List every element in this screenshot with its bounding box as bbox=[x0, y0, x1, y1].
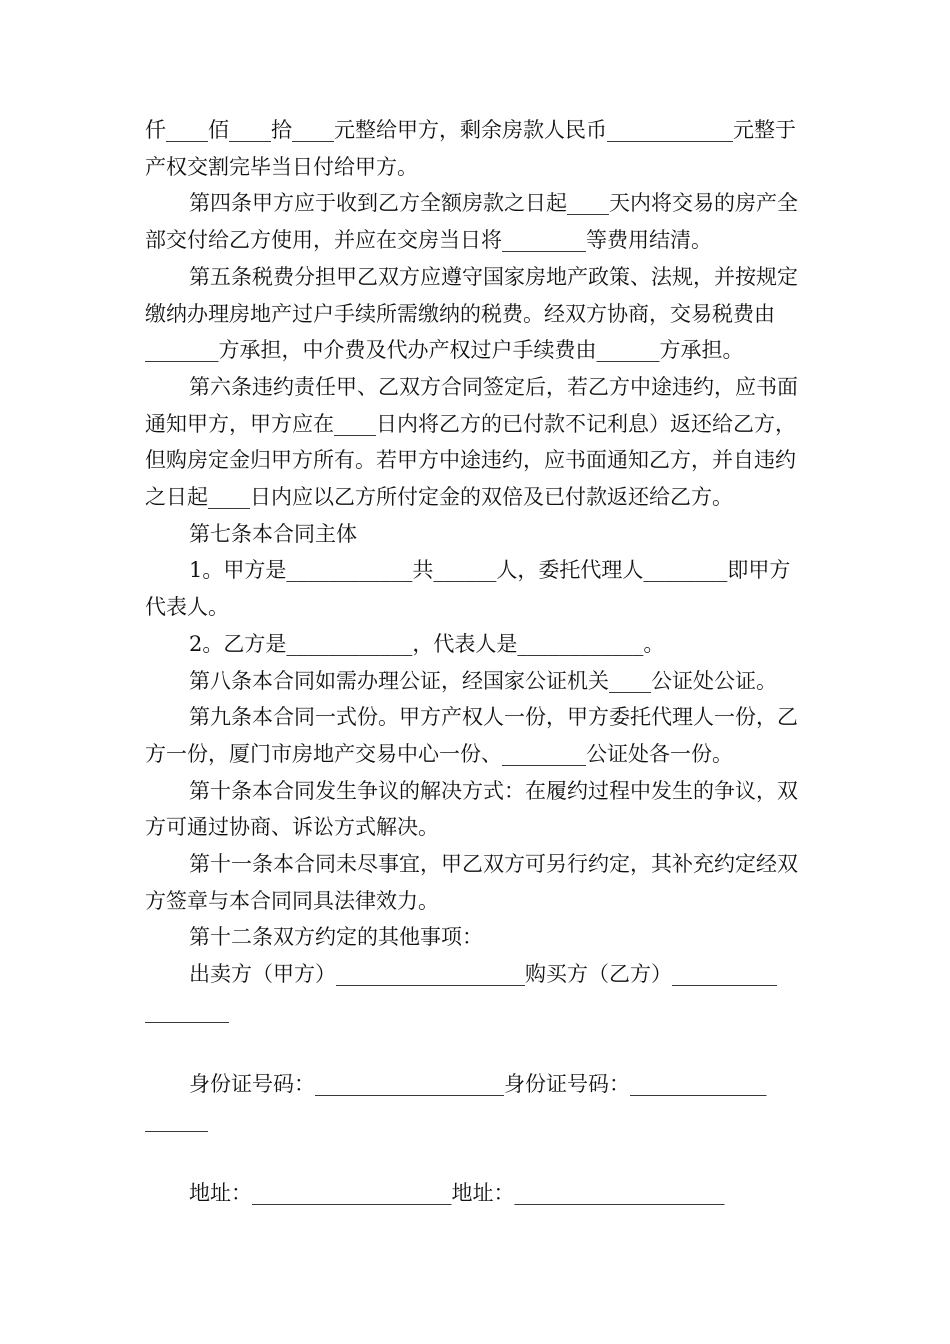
id-number-line: 身份证号码：__________________身份证号码：_____________ bbox=[189, 1071, 767, 1096]
seller-buyer-line-cont: ________ bbox=[145, 998, 229, 1023]
article-6: 第六条违约责任甲、乙双方合同签定后，若乙方中途违约，应书面通知甲方，甲方应在____日内将乙方的已付款不记利息）返还给乙方，但购房定金归甲方所有。若甲方中途违约，应书面通知乙方，并自违约之日起____日内应以乙方所付定金的双倍及已付款返还给乙方。 bbox=[145, 374, 798, 510]
article-12: 第十二条双方约定的其他事项： bbox=[189, 925, 483, 950]
signature-id-numbers bbox=[145, 1066, 810, 1139]
contract-page bbox=[145, 112, 810, 1212]
article-7: 第七条本合同主体 bbox=[189, 521, 357, 546]
seller-buyer-line: 出卖方（甲方）__________________购买方（乙方）__________ bbox=[189, 962, 777, 987]
signature-seller-buyer bbox=[145, 956, 810, 1029]
payment-clause-continued: 仟____佰____拾____元整给甲方，剩余房款人民币____________元整于产权交割完毕当日付给甲方。 bbox=[145, 118, 796, 179]
address-line: 地址：___________________地址：____________________ bbox=[189, 1180, 725, 1205]
article-9: 第九条本合同一式份。甲方产权人一份，甲方委托代理人一份，乙方一份，厦门市房地产交易中心一份、________公证处各一份。 bbox=[145, 705, 798, 766]
signature-address bbox=[145, 1175, 810, 1212]
article-4: 第四条甲方应于收到乙方全额房款之日起____天内将交易的房产全部交付给乙方使用，并应在交房当日将________等费用结清。 bbox=[145, 191, 798, 253]
article-11: 第十一条本合同未尽事宜，甲乙双方可另行约定，其补充约定经双方签章与本合同同具法律效力。 bbox=[145, 852, 798, 913]
article-7-party-a: 1。甲方是____________共______人，委托代理人________即甲方代表人。 bbox=[145, 558, 791, 620]
article-7-party-b: 2。乙方是____________，代表人是____________。 bbox=[189, 631, 665, 656]
article-8: 第八条本合同如需办理公证，经国家公证机关____公证处公证。 bbox=[189, 668, 777, 693]
article-10: 第十条本合同发生争议的解决方式：在履约过程中发生的争议，双方可通过协商、诉讼方式解决。 bbox=[145, 778, 798, 840]
id-number-line-cont: ______ bbox=[145, 1108, 208, 1133]
article-5: 第五条税费分担甲乙双方应遵守国家房地产政策、法规，并按规定缴纳办理房地产过户手续所需缴纳的税费。经双方协商，交易税费由_______方承担，中介费及代办产权过户手续费由______方承担。 bbox=[145, 264, 798, 363]
